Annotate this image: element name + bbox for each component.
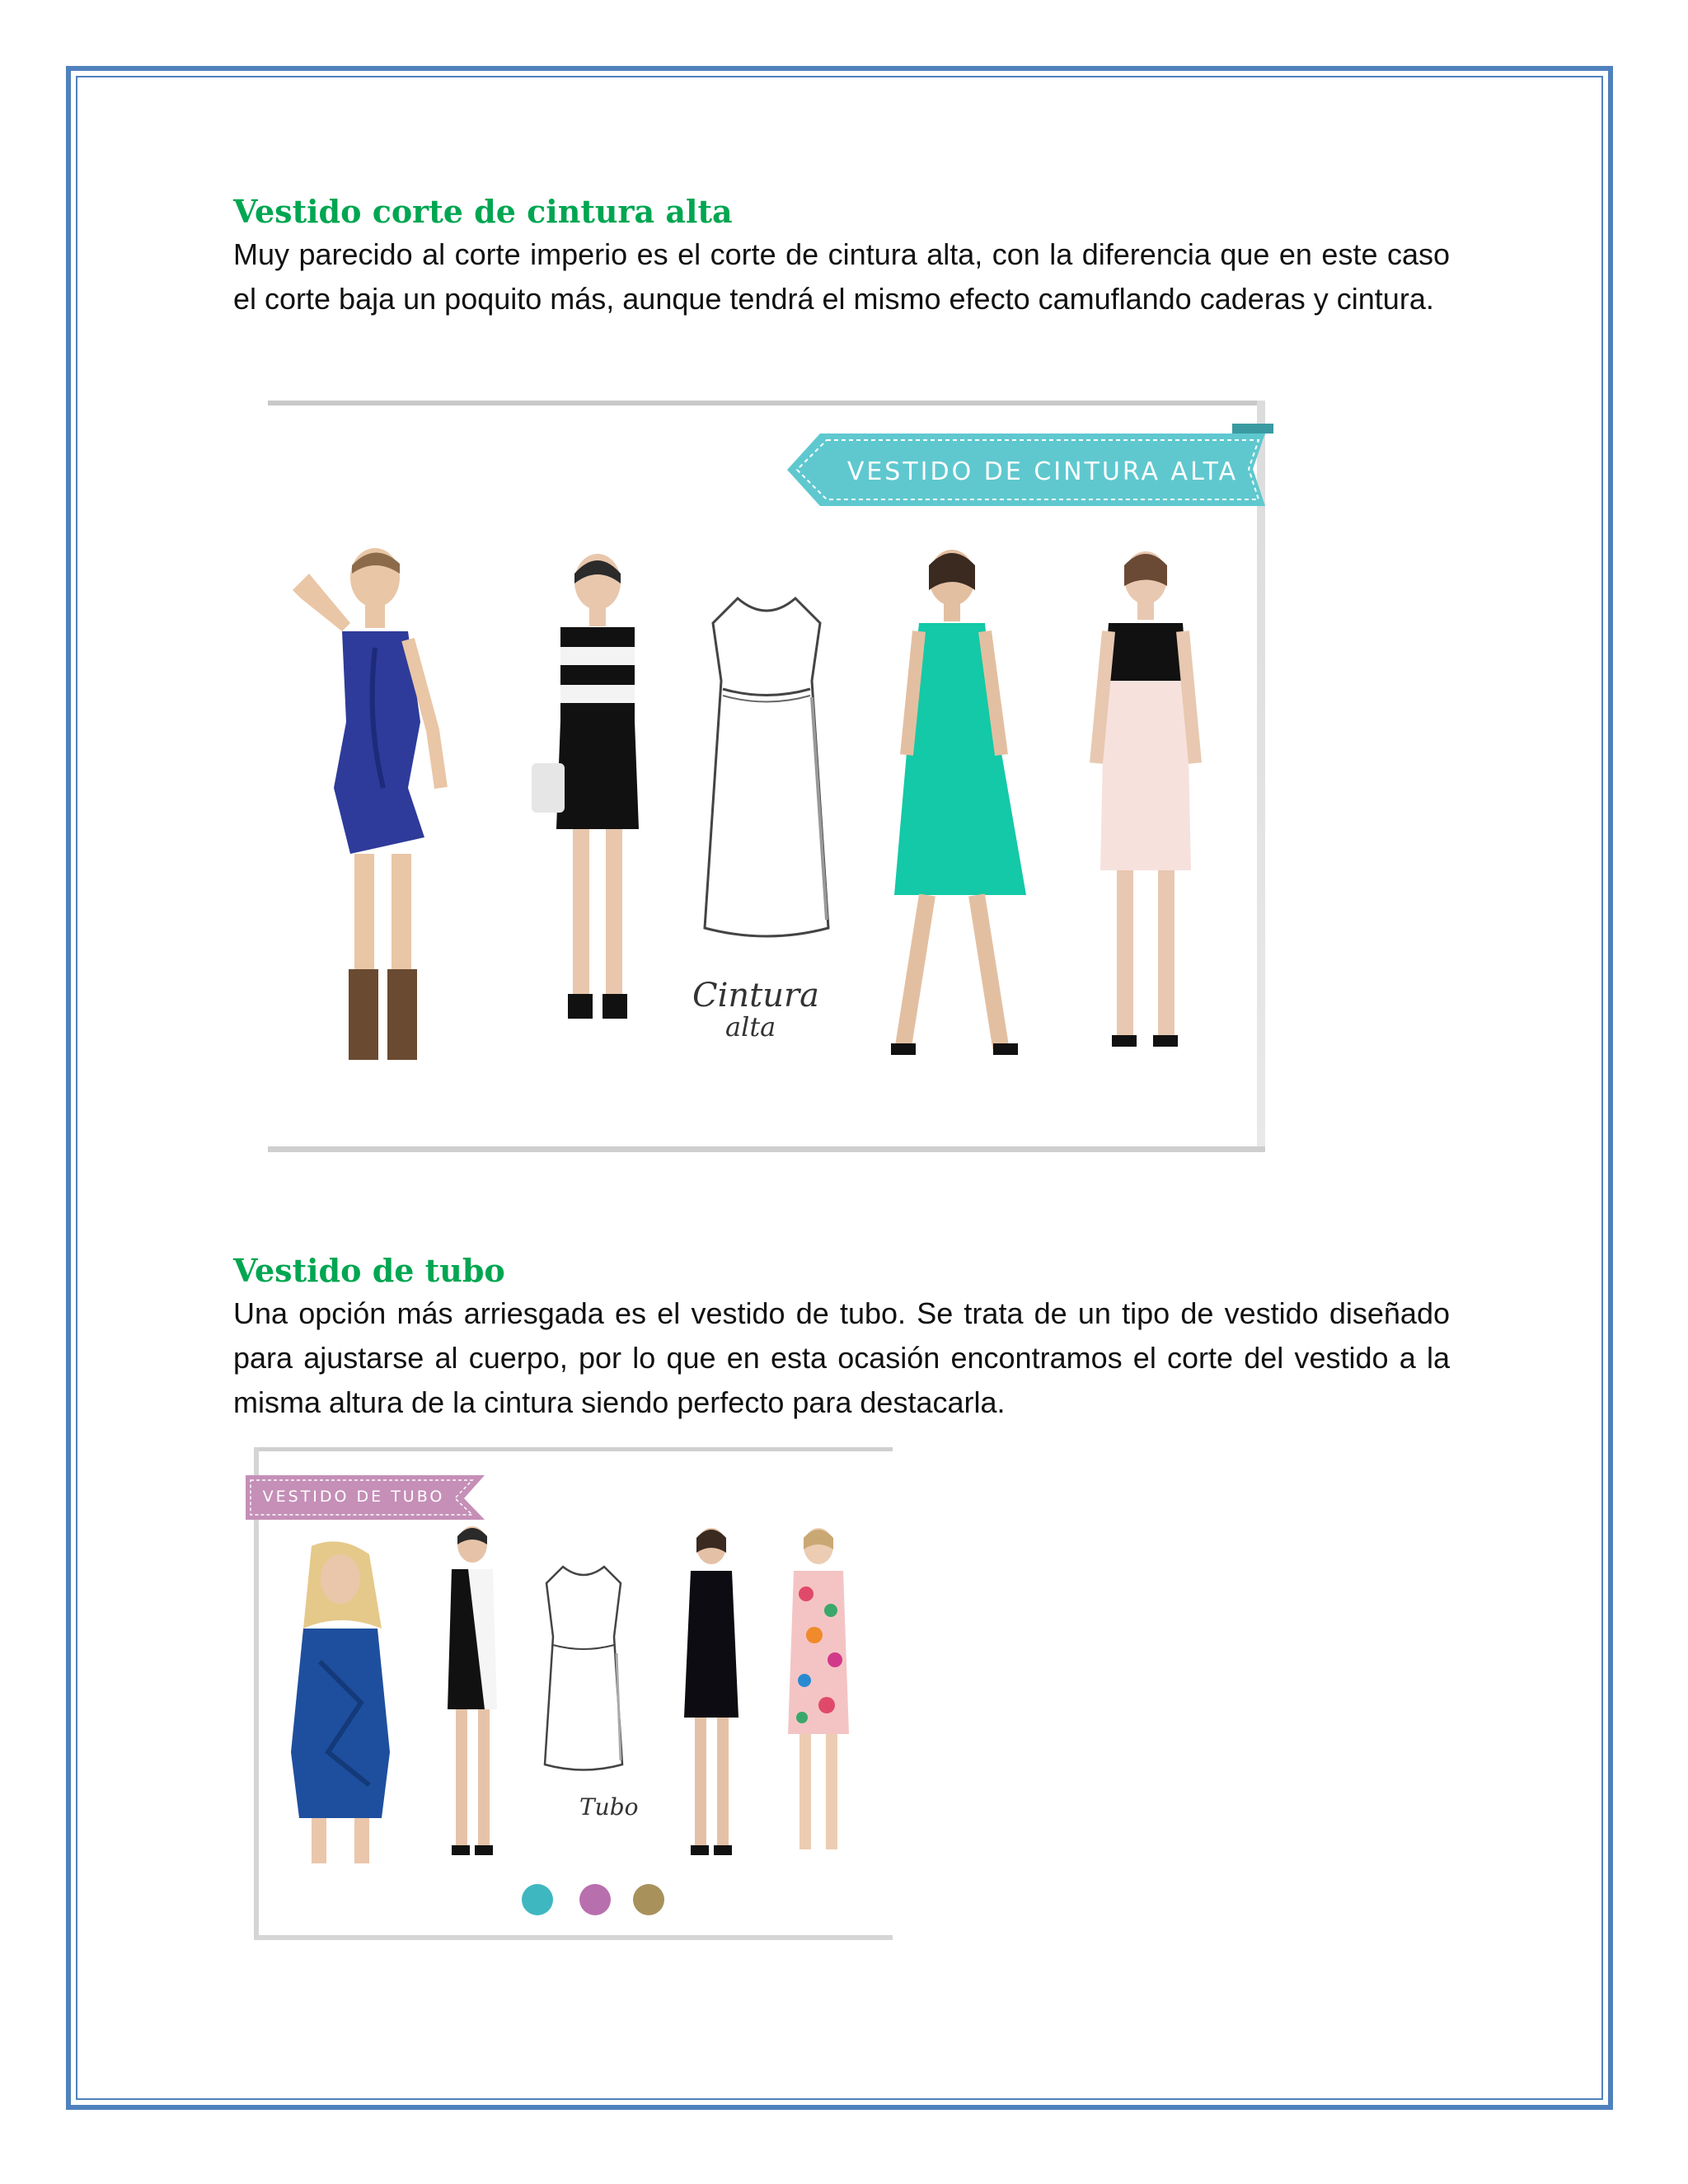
figure-shadow <box>268 401 1261 405</box>
model-striped-dress <box>515 549 680 1085</box>
color-swatch-teal <box>522 1884 553 1915</box>
sketch-caption: alta <box>725 1011 776 1043</box>
color-swatch-purple <box>579 1884 611 1915</box>
figure-cintura-alta <box>268 401 1265 1152</box>
section-heading: Vestido corte de cintura alta <box>233 193 733 230</box>
model-black-dress <box>666 1520 757 1874</box>
dress-sketch-cintura-alta <box>696 590 837 953</box>
section-paragraph: Muy parecido al corte imperio es el corte de cintura alta, con la diferencia que en este caso el corte baja un poquito más, aunque tendrá el mismo efecto camuflando caderas y cintura. <box>233 237 1450 316</box>
dress-sketch-tubo <box>538 1563 629 1777</box>
section-cintura-alta <box>233 191 1450 321</box>
section-paragraph: Una opción más arriesgada es el vestido de tubo. Se trata de un tipo de vestido diseñado para ajustarse al cuerpo, por lo que en esta ocasión encontramos el corte del vestido a la misma altura de la cintura siendo perfecto para destacarla. <box>233 1296 1450 1419</box>
model-blue-leather-dress <box>279 1538 402 1868</box>
color-swatch-olive <box>633 1884 664 1915</box>
banner-text: VESTIDO DE CINTURA ALTA <box>846 457 1239 486</box>
sketch-caption: Cintura <box>692 977 819 1015</box>
model-colorblock-dress <box>1067 541 1224 1085</box>
model-blue-dress <box>276 541 482 1085</box>
model-white-black-dress <box>427 1520 518 1874</box>
banner-text: VESTIDO DE TUBO <box>262 1488 445 1506</box>
model-floral-dress <box>773 1520 864 1874</box>
section-tubo <box>233 1250 1450 1425</box>
figure-shadow <box>254 1447 893 1451</box>
sketch-caption: Tubo <box>579 1793 639 1821</box>
model-turquoise-dress <box>861 541 1043 1085</box>
figure-shadow <box>254 1935 893 1940</box>
figure-shadow <box>268 1146 1265 1152</box>
figure-tubo <box>246 1447 893 1940</box>
section-heading: Vestido de tubo <box>233 1252 505 1289</box>
